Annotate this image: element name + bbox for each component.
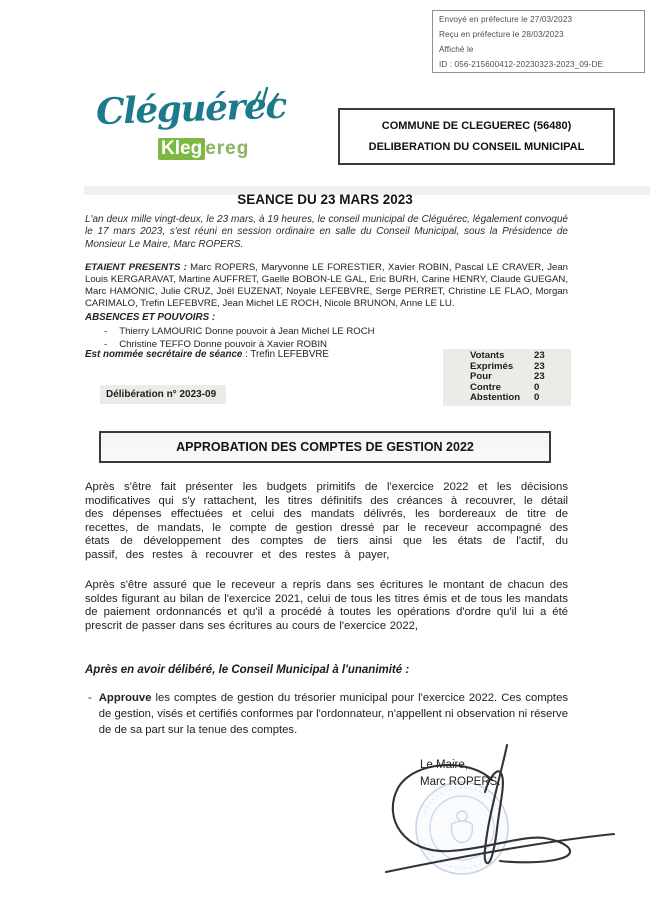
body-paragraph-2: Après s'être assuré que le receveur a repris dans ses écritures le montant de chacun des soldes figurant au bilan de l'exercice 2021, celui de tous les titres émis et de tous les mandats de paiement ordonnancés et qu'il a procédé à toutes les opérations d'ordre qu'il lui a été prescrit de passer dans ses écritures au cours de l'exercice 2022, — [85, 579, 568, 632]
logo-breton-name — [158, 138, 249, 160]
decision-text — [99, 690, 568, 739]
absences-label: ABSENCES ET POUVOIRS : — [85, 312, 216, 323]
stamp-line-posted: Affiché le — [439, 45, 474, 54]
absences-list — [104, 325, 375, 351]
decision-bullet — [88, 690, 568, 739]
vote-value: 0 — [534, 392, 540, 404]
document-header-box — [338, 108, 615, 165]
vote-label: Votants — [470, 350, 505, 361]
present-names: Marc ROPERS, Maryvonne LE FORESTIER, Xavier ROBIN, Pascal LE CRAVER, Jean Louis KERGARAVAT, Martine AUFFRET, Gaelle BOBON-LE GAL, Eric BURH, Carine HENRY, Claude GUEGAN, Marc HAMONIC, Julie CRUZ, Joël EUZENAT, Noyale LEFEBVRE, Serge PERRET, Christine LE FLAO, Morgan CARIMALO, Trefin LEFEBVRE, Jean Michel LE ROCH, Nicole BRUNON, Anne LE LU. — [85, 262, 568, 310]
secretary-name: : Trefin LEFEBVRE — [242, 349, 329, 360]
deliberation-title-box: APPROBATION DES COMPTES DE GESTION 2022 — [99, 431, 551, 463]
logo-breton-highlight: Kleg — [158, 138, 205, 160]
vote-value: 0 — [534, 381, 540, 393]
decision-body: les comptes de gestion du trésorier municipal pour l'exercice 2022. Ces comptes de gestion, visés et certifiés conformes par l'ordonnateur, n'appellent ni observation ni réserve de de sa part sur la tenue des comptes. — [98, 692, 568, 737]
vote-value: 23 — [534, 371, 545, 383]
prefecture-stamp-box — [432, 10, 645, 73]
stamp-line-received: Reçu en préfecture le 28/03/2023 — [439, 30, 564, 39]
logo-rays-icon — [248, 82, 282, 110]
stamp-line-id: ID : 056-215600412-20230323-2023_09-DE — [439, 60, 604, 69]
bullet-dash: - — [88, 692, 92, 704]
bullet-dash: - — [104, 339, 108, 350]
decision-verb: Approuve — [98, 692, 152, 704]
votes-table — [443, 349, 571, 406]
list-item — [104, 325, 375, 338]
logo-breton-rest: ereg — [205, 138, 250, 159]
document-type-title: DELIBERATION DU CONSEIL MUNICIPAL — [368, 141, 585, 154]
absence-entry: Thierry LAMOURIC Donne pouvoir à Jean Michel LE ROCH — [119, 326, 375, 337]
session-intro-paragraph: L'an deux mille vingt-deux, le 23 mars, à 19 heures, le conseil municipal de Cléguérec, légalement convoqué le 17 mars 2023, s'est réuni en session ordinaire en salle du Conseil Municipal, sous la Présidence de Monsieur Le Maire, Marc ROPERS. — [85, 214, 568, 250]
logo-wordmark: Cléguérec — [95, 84, 287, 134]
vote-label: Exprimés — [470, 360, 514, 372]
table-row — [470, 351, 565, 362]
vote-value: 23 — [534, 360, 545, 372]
vote-value: 23 — [534, 350, 545, 361]
session-title: SEANCE DU 23 MARS 2023 — [237, 192, 413, 207]
commune-title: COMMUNE DE CLEGUEREC (56480) — [381, 119, 572, 132]
attendees-paragraph — [85, 262, 568, 310]
stamp-line-sent: Envoyé en préfecture le 27/03/2023 — [439, 15, 573, 24]
vote-label: Abstention — [470, 392, 521, 404]
signature-name: Marc ROPERS. — [420, 775, 501, 788]
bullet-dash: - — [104, 326, 108, 337]
vote-label: Pour — [470, 371, 492, 383]
table-row — [470, 393, 565, 404]
decision-intro: Après en avoir délibéré, le Conseil Municipal à l'unanimité : — [85, 664, 410, 676]
deliberation-number: Délibération n° 2023-09 — [100, 385, 226, 404]
vote-label: Contre — [470, 381, 501, 393]
signature-block — [420, 757, 501, 790]
present-label: ETAIENT PRESENTS : — [85, 262, 187, 273]
commune-logo — [95, 84, 287, 173]
absence-entry: Christine TEFFO Donne pouvoir à Xavier ROBIN — [119, 339, 327, 350]
signature-role: Le Maire, — [420, 759, 468, 771]
secretary-label: Est nommée secrétaire de séance — [85, 349, 243, 360]
secretary-line — [85, 349, 329, 360]
body-paragraph-1: Après s'être fait présenter les budgets primitifs de l'exercice 2022 et les décisions modificatives qui s'y rattachent, les titres définitifs des créances à recouvrer, le détail des dépenses effectuées et celui des mandats délivrés, les bordereaux de titre de recettes, de mandats, le compte de gestion dressé par le receveur accompagné des états de développement des comptes de tiers ainsi que les états de l'actif, du passif, des restes à recouvrer et des restes à payer, — [85, 481, 568, 561]
